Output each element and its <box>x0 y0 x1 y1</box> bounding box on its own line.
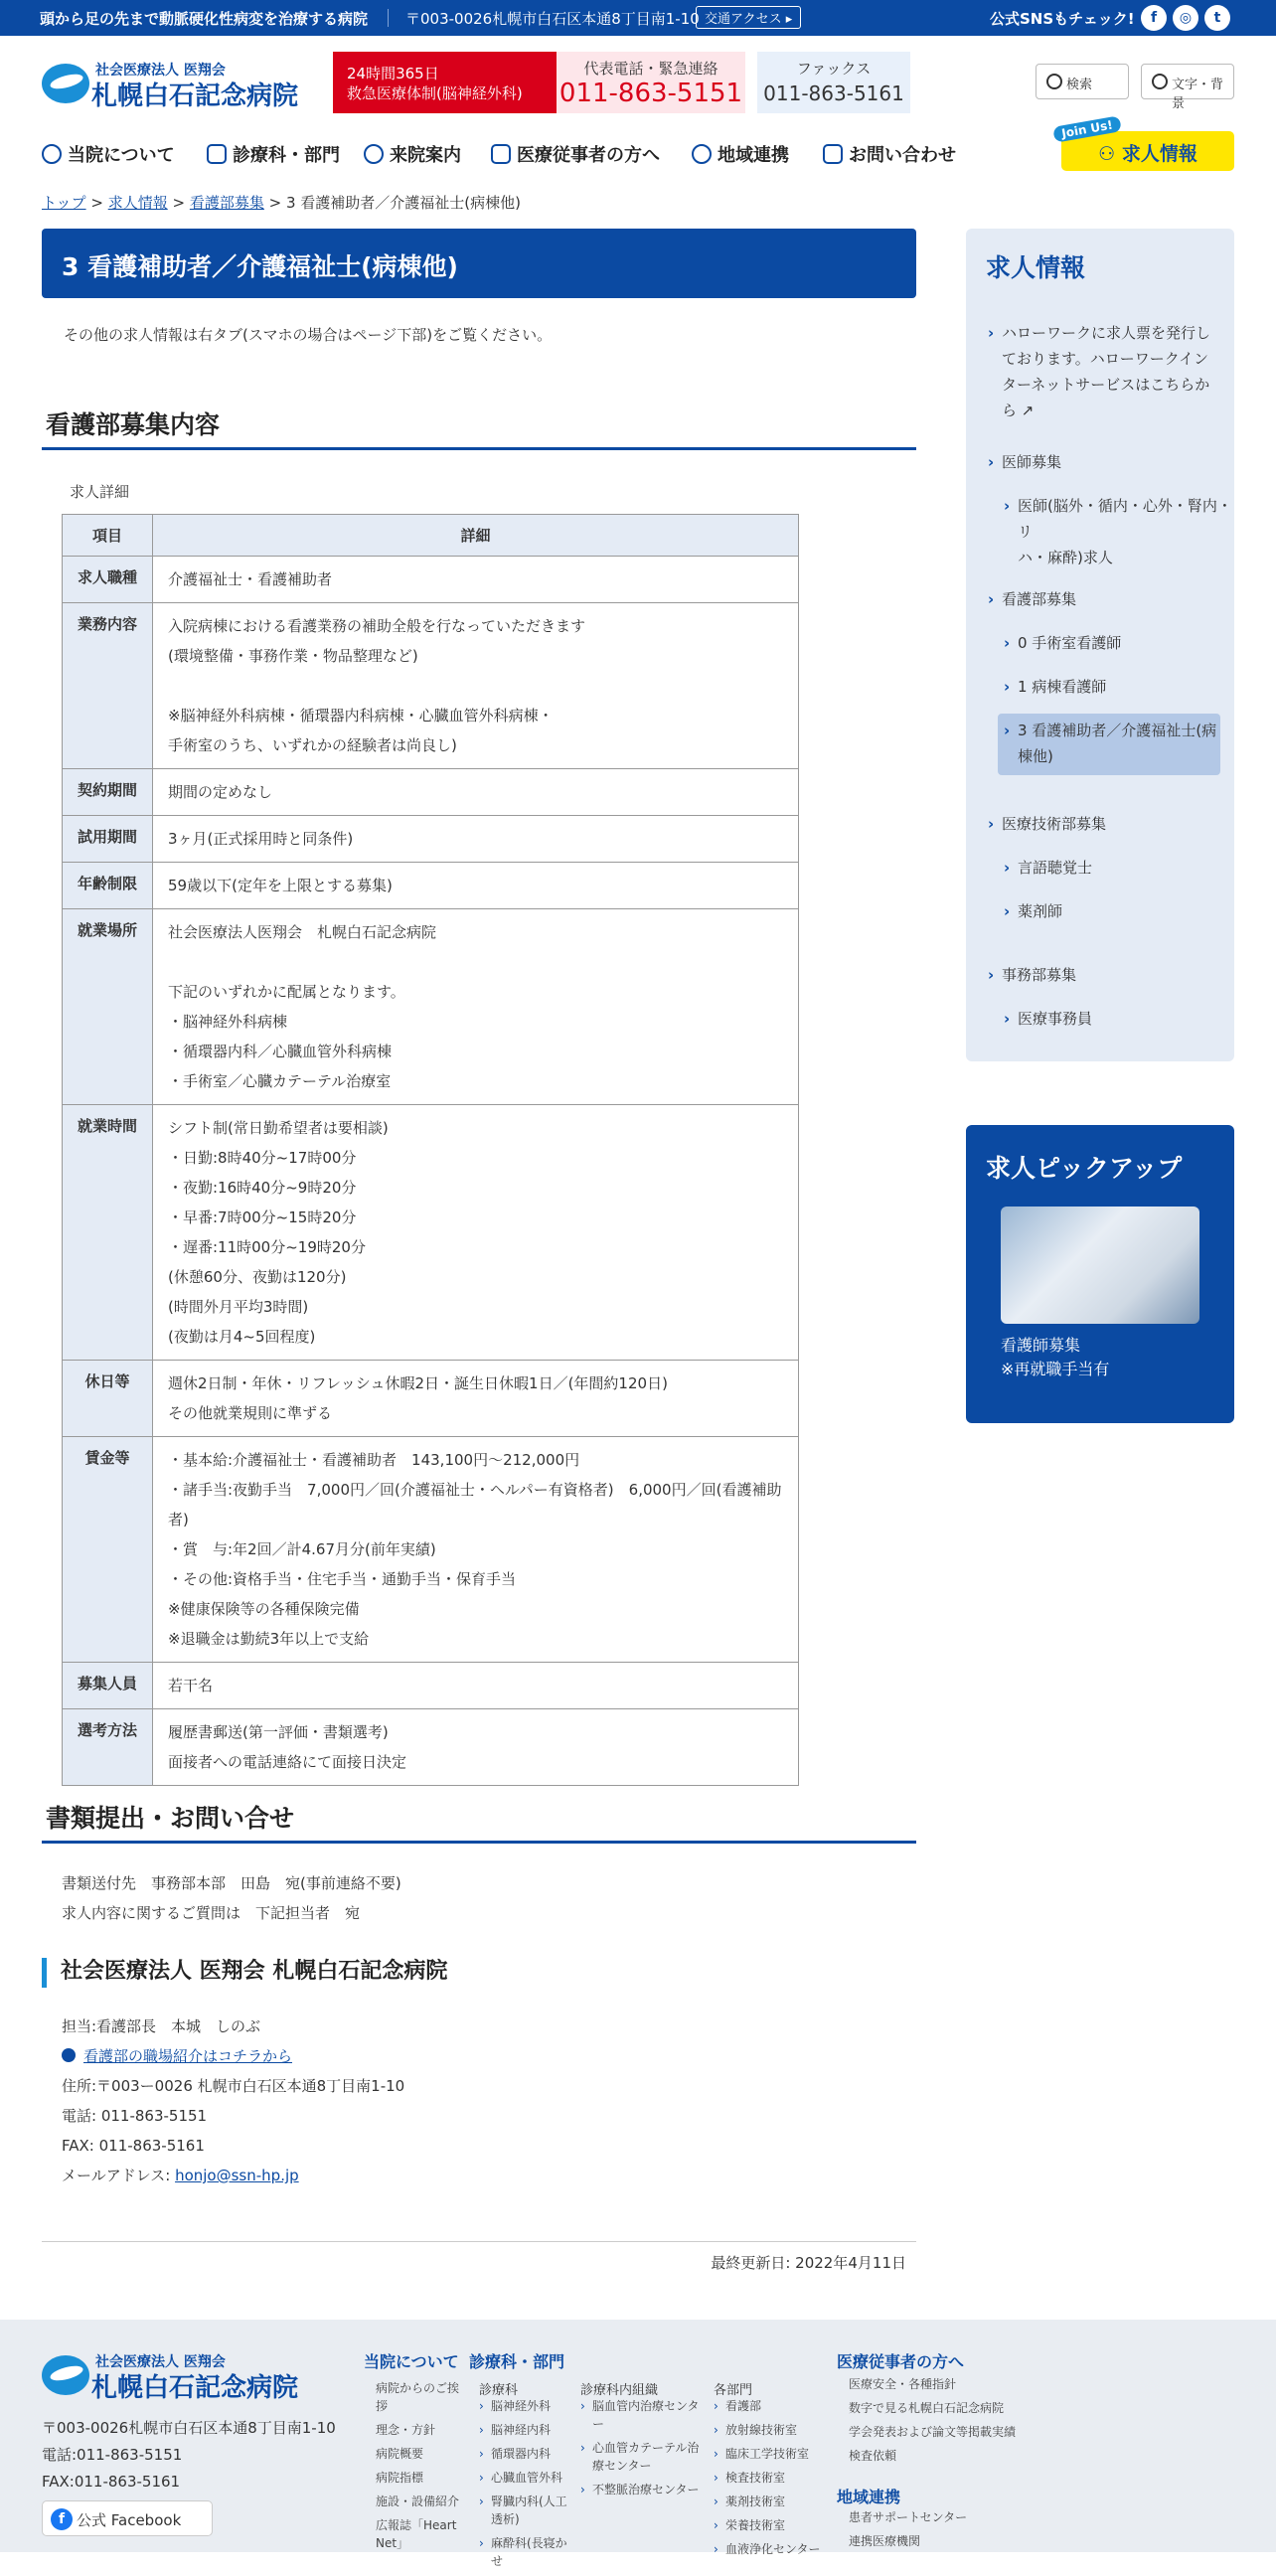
row-value-line: ・諸手当:夜勤手当 7,000円／回(介護福祉士・ヘルパー有資格者) 6,000円／回(看護補助者) <box>168 1481 782 1529</box>
pickup-box <box>966 1125 1234 1423</box>
row-value <box>153 1105 799 1361</box>
row-label: 試用期間 <box>63 816 153 863</box>
last-updated: 最終更新日: 2022年4月11日 <box>42 2241 916 2273</box>
table-row <box>63 557 799 603</box>
table-row <box>63 603 799 769</box>
contact-info <box>62 2012 404 2190</box>
nav-label: 医療従事者の方へ <box>517 145 660 166</box>
row-value-line: ・夜勤:16時40分~9時20分 <box>168 1179 357 1197</box>
row-value <box>153 1709 799 1786</box>
sidebar-text: ております。ハローワークイン <box>1002 350 1209 368</box>
sidebar-text: › 医師(脳外・循内・心外・腎内・リ <box>1018 497 1232 541</box>
section-heading-submission: 書類提出・お問い合せ <box>42 1799 916 1844</box>
footer-link[interactable]: › 看護部 <box>714 2397 825 2415</box>
text-size-button[interactable] <box>1141 64 1234 111</box>
row-value <box>153 816 799 863</box>
search-icon <box>1046 74 1062 89</box>
sidebar-text: › ハローワークに求人票を発行し <box>1002 324 1211 342</box>
footer-sub-sections: 各部門 <box>714 2383 753 2398</box>
search-label: 検索 <box>1066 78 1093 92</box>
pickup-caption[interactable] <box>1001 1334 1109 1381</box>
twitter-icon[interactable]: t <box>1204 5 1230 31</box>
sidebar-title: 求人情報 <box>986 253 1086 282</box>
send-info <box>62 1868 401 1928</box>
pickup-caption-line: ※再就職手当有 <box>1001 1360 1110 1378</box>
tagline: 頭から足の先まで動脈硬化性病変を治療する病院 <box>40 10 369 28</box>
footer-link[interactable]: › 腎臓内科(人工透析) <box>479 2493 578 2528</box>
row-value-line: (環境整備・事務作業・物品整理など) <box>168 647 418 665</box>
logo-mark-icon <box>42 64 89 103</box>
sidebar-text: ら ↗ <box>1002 402 1035 419</box>
mail-label: メールアドレス: <box>62 2167 176 2184</box>
pickup-image[interactable] <box>1001 1207 1199 1324</box>
instagram-icon[interactable]: ◎ <box>1173 5 1198 31</box>
nav-label: 地域連携 <box>718 145 789 166</box>
sns-label: 公式SNSもチェック! <box>990 10 1135 28</box>
logo-name: 札幌白石記念病院 <box>91 81 299 111</box>
footer-link[interactable]: 患者サポートセンター <box>849 2510 968 2524</box>
facebook-icon: f <box>51 2508 73 2530</box>
page-note: その他の求人情報は右タブ(スマホの場合はページ下部)をご覧ください。 <box>64 326 553 344</box>
footer-list-departments <box>479 2397 578 2576</box>
sidebar-item-doctor-jobs[interactable] <box>1018 493 1234 570</box>
row-value <box>153 1437 799 1663</box>
footer-heading-community[interactable]: 地域連携 <box>837 2488 901 2506</box>
footer-link[interactable]: 理念・方針 <box>376 2423 436 2437</box>
row-value-line: 履歴書郵送(第一評価・書類選考) <box>168 1723 389 1741</box>
question-icon <box>42 144 62 164</box>
footer-line: 〒003-0026札幌市白石区本通8丁目南1-10 <box>42 2419 336 2437</box>
send-line: 書類送付先 事務部本部 田島 宛(事前連絡不要) <box>62 1874 401 1892</box>
logo-corp: 社会医療法人 医翔会 <box>95 2354 226 2370</box>
network-icon <box>692 144 712 164</box>
fax-number: 011-863-5161 <box>763 81 904 105</box>
row-value-line: (休憩60分、夜勤は120分) <box>168 1268 347 1286</box>
pickup-caption-line: 看護師募集 <box>1001 1336 1081 1355</box>
facebook-icon[interactable]: f <box>1141 5 1167 31</box>
footer-heading-about[interactable]: 当院について <box>364 2352 459 2371</box>
footer-list-about <box>364 2379 463 2558</box>
row-label: 休日等 <box>63 1361 153 1437</box>
footer-link[interactable]: › 栄養技術室 <box>714 2516 825 2534</box>
row-value <box>153 863 799 909</box>
search-button[interactable] <box>1036 64 1129 99</box>
row-value <box>153 1361 799 1437</box>
list-icon <box>207 144 227 164</box>
pickup-title: 求人ピックアップ <box>986 1154 1183 1183</box>
row-value-line: 社会医療法人医翔会 札幌白石記念病院 <box>168 923 437 941</box>
row-value-line: 介護福祉士・看護補助者 <box>168 570 333 588</box>
top-address: 〒003-0026札幌市白石区本通8丁目南1-10 <box>405 10 700 28</box>
footer-heading-departments[interactable]: 診療科・部門 <box>469 2352 565 2371</box>
row-value-line: ・循環器内科／心臓血管外科病棟 <box>168 1043 393 1060</box>
table-row <box>63 816 799 863</box>
row-label: 業務内容 <box>63 603 153 769</box>
row-value-line: ・遅番:11時00分~19時20分 <box>168 1238 366 1256</box>
nav-professionals[interactable] <box>491 141 660 167</box>
table-caption: 求人詳細 <box>70 483 130 501</box>
row-value-line: (時間外月平均3時間) <box>168 1298 309 1316</box>
footer-link[interactable]: › 脳神経内科 <box>479 2421 578 2439</box>
breadcrumb-sep: > <box>172 194 186 212</box>
footer-link[interactable]: 連携医療機関 <box>849 2534 921 2548</box>
emergency-line-1: 24時間365日 <box>347 65 439 82</box>
text-size-label: 文字・背景 <box>1172 78 1224 111</box>
nav-community[interactable] <box>692 141 789 167</box>
row-value-line <box>168 671 783 701</box>
row-value-line: ※脳神経外科病棟・循環器内科病棟・心臓血管外科病棟・ <box>168 707 554 724</box>
sidebar-item-medical-clerk[interactable]: › 医療事務員 <box>1018 1006 1092 1032</box>
row-value-line: ・その他:資格手当・住宅手当・通勤手当・保育手当 <box>168 1570 517 1588</box>
table-row <box>63 1663 799 1709</box>
row-label: 賃金等 <box>63 1437 153 1663</box>
divider <box>388 9 389 27</box>
row-label: 選考方法 <box>63 1709 153 1786</box>
footer-sub-organizations: 診療科内組織 <box>580 2383 659 2398</box>
breadcrumb-top[interactable]: トップ <box>42 194 86 212</box>
row-value-line: シフト制(常日勤希望者は要相談) <box>168 1119 389 1137</box>
row-label: 就業場所 <box>63 909 153 1105</box>
breadcrumb-nursing[interactable]: 看護部募集 <box>189 194 264 212</box>
table-header-item: 項目 <box>63 515 153 557</box>
top-bar <box>0 0 1276 36</box>
row-value-line: 下記のいずれかに配属となります。 <box>168 983 405 1001</box>
sidebar-item-nursing[interactable]: › 看護部募集 <box>1002 586 1076 612</box>
table-row <box>63 1437 799 1663</box>
sidebar-item-care-worker[interactable] <box>1018 718 1216 769</box>
footer-line: 電話:011-863-5151 <box>42 2446 183 2464</box>
emergency-badge <box>333 52 571 113</box>
row-value <box>153 603 799 769</box>
footer-link[interactable]: › 臨床工学技術室 <box>714 2445 825 2463</box>
table-row <box>63 1105 799 1361</box>
emergency-line-2: 救急医療体制(脳神経外科) <box>347 84 523 102</box>
facebook-button[interactable] <box>42 2500 213 2536</box>
row-value-line: ※健康保険等の各種保険完備 <box>168 1600 360 1618</box>
footer-link[interactable]: 広報誌「Heart Net」 <box>376 2518 457 2550</box>
footer-list-organizations <box>580 2397 708 2504</box>
row-label: 求人職種 <box>63 557 153 603</box>
table-header-detail: 詳細 <box>153 515 799 557</box>
contact-phone: 電話: 011-863-5151 <box>62 2107 208 2125</box>
footer-link[interactable]: › 不整脈治療センター <box>580 2481 708 2498</box>
facebook-label: 公式 Facebook <box>77 2511 182 2529</box>
row-value-line: ・基本給:介護福祉士・看護補助者 143,100円〜212,000円 <box>168 1451 580 1469</box>
footer-link[interactable]: › 血液浄化センター <box>714 2540 825 2558</box>
row-label: 年齢制限 <box>63 863 153 909</box>
row-value-line: ・手術室／心臓カテーテル治療室 <box>168 1072 392 1090</box>
breadcrumb-current: > 3 看護補助者／介護福祉士(病棟他) <box>268 194 522 212</box>
footer-link[interactable]: 検査依頼 <box>849 2449 897 2463</box>
person-icon: ⚇ <box>1098 143 1122 165</box>
footer-link[interactable]: 病院概要 <box>376 2447 424 2461</box>
org-heading: 社会医療法人 医翔会 札幌白石記念病院 <box>42 1958 447 1988</box>
row-value-line: 入院病棟における看護業務の補助全般を行なっていただきます <box>168 617 586 635</box>
contact-person: 担当:看護部長 本城 しのぶ <box>62 2017 261 2035</box>
row-value-line: 59歳以下(定年を上限とする募集) <box>168 877 393 894</box>
footer-line: FAX:011-863-5161 <box>42 2473 181 2491</box>
logo-corp: 社会医療法人 医翔会 <box>95 63 226 79</box>
footer-link[interactable]: 医療安全・各種指針 <box>849 2377 957 2391</box>
sidebar-text: ターネットサービスはこちらか <box>1002 376 1210 394</box>
section-heading-recruitment: 看護部募集内容 <box>42 405 916 450</box>
table-row <box>63 909 799 1105</box>
tel-number[interactable]: 011-863-5151 <box>558 79 743 108</box>
footer-link[interactable]: 施設・設備紹介 <box>376 2495 460 2508</box>
row-value-line: ・日勤:8時40分~17時00分 <box>168 1149 357 1167</box>
fax-box <box>757 52 910 113</box>
nav-label: お問い合わせ <box>849 145 956 166</box>
footer-link[interactable]: › 心臓血管外科 <box>479 2469 578 2487</box>
tel-box[interactable] <box>557 52 745 113</box>
row-value-line: ※退職金は勤続3年以上で支給 <box>168 1630 370 1648</box>
row-value <box>153 1663 799 1709</box>
row-value-line: (夜勤は月4~5回程度) <box>168 1328 316 1346</box>
logo-mark-icon <box>42 2355 89 2395</box>
sidebar-text: ハ・麻酔)求人 <box>1018 549 1113 566</box>
row-value-line: ・脳神経外科病棟 <box>168 1013 288 1031</box>
sidebar-item-tech[interactable]: › 医療技術部募集 <box>1002 811 1106 837</box>
footer-link[interactable]: › 循環器内科 <box>479 2445 578 2463</box>
footer-sub-departments: 診療科 <box>479 2383 519 2398</box>
row-value <box>153 557 799 603</box>
sidebar <box>966 229 1234 1061</box>
recruit-label: 求人情報 <box>1121 143 1197 165</box>
sidebar-item-doctor[interactable]: › 医師募集 <box>1002 449 1061 475</box>
breadcrumb-sep: > <box>90 194 103 212</box>
row-value-line: 期間の定めなし <box>168 783 273 801</box>
sidebar-text: › 3 看護補助者／介護福祉士(病 <box>1018 722 1217 739</box>
footer-link[interactable]: › 検査技術室 <box>714 2469 825 2487</box>
footer-list-professionals <box>837 2375 1055 2471</box>
row-value-line: ・賞 与:年2回／計4.67月分(前年実績) <box>168 1540 436 1558</box>
row-value <box>153 769 799 816</box>
table-row <box>63 1709 799 1786</box>
nursing-intro-link[interactable]: 看護部の職場紹介はコチラから <box>83 2047 293 2065</box>
footer-link[interactable]: 学会発表および論文等掲載実績 <box>849 2425 1017 2439</box>
send-line: 求人内容に関するご質問は 下記担当者 宛 <box>62 1904 361 1922</box>
footer-link[interactable]: 数字で見る札幌白石記念病院 <box>849 2401 1005 2415</box>
footer-contact <box>42 2415 336 2496</box>
nav-label: 診療科・部門 <box>233 145 340 166</box>
sidebar-item-speech-therapist[interactable]: › 言語聴覚士 <box>1018 855 1092 881</box>
sidebar-item-hellowork[interactable] <box>1002 320 1210 423</box>
row-label: 就業時間 <box>63 1105 153 1361</box>
contact-mail-row <box>62 2161 404 2190</box>
access-button[interactable]: 交通アクセス ▸ <box>696 6 801 29</box>
sidebar-item-ward-nurse[interactable]: › 1 病棟看護師 <box>1018 674 1106 700</box>
row-label: 募集人員 <box>63 1663 153 1709</box>
tel-label: 代表電話・緊急連絡 <box>583 60 718 78</box>
fax-label: ファックス <box>796 60 872 78</box>
contact-fax: FAX: 011-863-5161 <box>62 2137 205 2155</box>
footer <box>0 2320 1276 2568</box>
footer-list-community <box>837 2508 1055 2556</box>
footer-list-sections <box>714 2397 825 2564</box>
gear-icon <box>1152 74 1168 89</box>
row-value <box>153 909 799 1105</box>
row-value-line: 面接者への電話連絡にて面接日決定 <box>168 1753 407 1771</box>
nav-departments[interactable] <box>207 141 340 167</box>
row-value-line: 若干名 <box>168 1677 214 1694</box>
nav-contact[interactable] <box>823 141 956 167</box>
contact-mail-link[interactable]: honjo@ssn-hp.jp <box>175 2167 299 2184</box>
table-header-row <box>63 515 799 557</box>
table-row <box>63 863 799 909</box>
row-value-line: 手術室のうち、いずれかの経験者は尚良し) <box>168 736 457 754</box>
breadcrumb-jobs[interactable]: 求人情報 <box>107 194 168 212</box>
nav-visit[interactable] <box>364 141 461 167</box>
mail-icon <box>823 144 843 164</box>
row-value-line <box>168 947 783 977</box>
arrow-circle-icon <box>62 2048 76 2062</box>
footer-link[interactable]: › 放射線技術室 <box>714 2421 825 2439</box>
row-value-line: 3ヶ月(正式採用時と同条件) <box>168 830 354 848</box>
row-value-line: ・早番:7時00分~15時20分 <box>168 1208 357 1226</box>
footer-heading-professionals[interactable]: 医療従事者の方へ <box>837 2352 965 2371</box>
sidebar-text: 棟他) <box>1018 747 1053 765</box>
sidebar-item-pharmacist[interactable]: › 薬剤師 <box>1018 898 1062 924</box>
footer-link[interactable]: › 脳血管内治療センター <box>580 2397 708 2433</box>
footer-link[interactable]: › 麻酔科(長寝かせ <box>479 2534 578 2570</box>
footer-link[interactable]: › 薬剤技術室 <box>714 2493 825 2510</box>
nursing-link-row <box>62 2041 404 2071</box>
logo-name: 札幌白石記念病院 <box>91 2373 299 2403</box>
footer-link[interactable]: › 脳神経外科 <box>479 2397 578 2415</box>
row-value-line: 週休2日制・年休・リフレッシュ休暇2日・誕生日休暇1日／(年間約120日) <box>168 1374 668 1392</box>
nav-label: 来院案内 <box>390 145 461 166</box>
page-title: 3 看護補助者／介護福祉士(病棟他) <box>42 229 916 298</box>
footer-link[interactable]: › 心血管カテーテル治療センター <box>580 2439 708 2475</box>
plus-icon <box>491 144 511 164</box>
join-us-badge: Join Us! <box>1052 115 1122 143</box>
footer-link[interactable]: 病院指標 <box>376 2471 424 2485</box>
table-row <box>63 1361 799 1437</box>
job-detail-table <box>62 514 799 1786</box>
stethoscope-icon <box>364 144 384 164</box>
sidebar-item-or-nurse[interactable]: › 0 手術室看護師 <box>1018 630 1121 656</box>
sidebar-item-office[interactable]: › 事務部募集 <box>1002 962 1076 988</box>
row-value-line: その他就業規則に準ずる <box>168 1404 333 1422</box>
nav-about[interactable] <box>42 141 175 167</box>
breadcrumb <box>42 192 521 213</box>
nav-label: 当院について <box>68 145 175 166</box>
footer-link[interactable]: 病院からのご挨拶 <box>376 2381 460 2413</box>
contact-address: 住所:〒003ー0026 札幌市白石区本通8丁目南1-10 <box>62 2077 405 2095</box>
row-label: 契約期間 <box>63 769 153 816</box>
table-row <box>63 769 799 816</box>
